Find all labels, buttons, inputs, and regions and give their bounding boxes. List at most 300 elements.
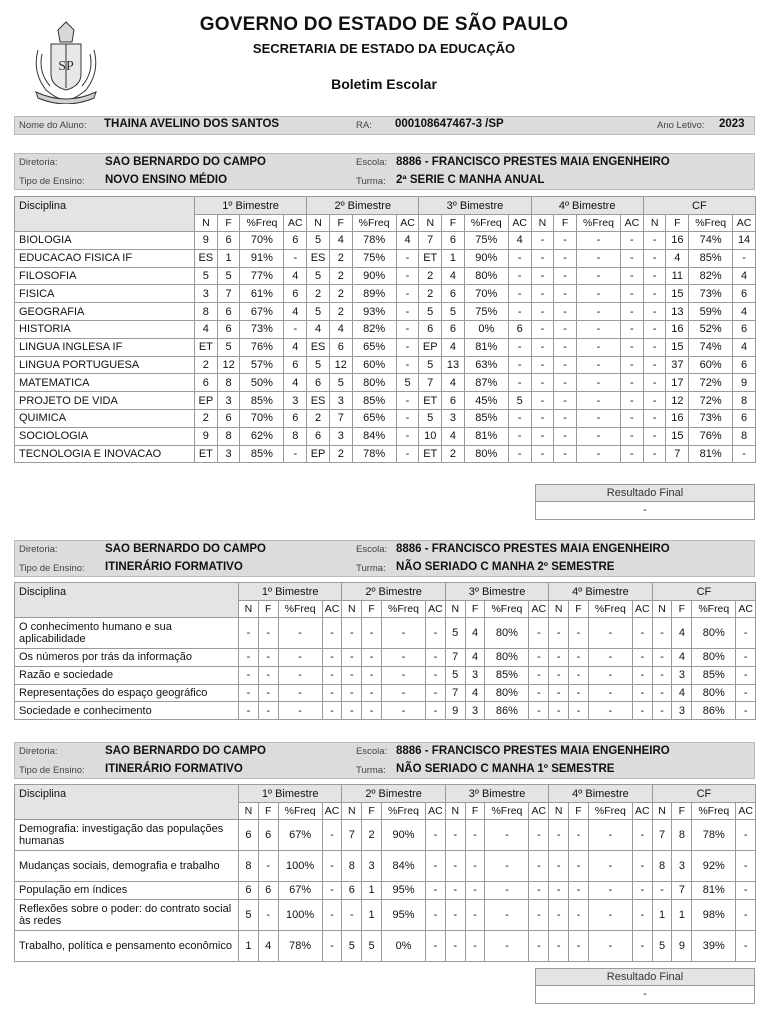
grade-cell: 2 — [419, 285, 442, 303]
grade-cell: - — [621, 232, 644, 250]
discipline-name: EDUCACAO FISICA IF — [15, 249, 195, 267]
grade-cell: - — [554, 409, 577, 427]
grade-cell: - — [485, 820, 529, 851]
grade-cell: 6 — [442, 392, 465, 410]
grade-cell: ES — [307, 392, 330, 410]
grade-cell: 5 — [445, 666, 465, 684]
grade-cell: - — [529, 851, 549, 882]
grade-cell: - — [239, 702, 259, 720]
grade-cell: - — [632, 882, 652, 900]
grade-cell: 3 — [195, 285, 218, 303]
grade-cell: - — [426, 684, 446, 702]
final-result-box — [535, 484, 755, 520]
grade-cell: 82% — [352, 320, 396, 338]
grade-cell: 100% — [278, 851, 322, 882]
grade-cell: 7 — [342, 820, 362, 851]
grade-cell: - — [569, 618, 589, 649]
grade-cell: - — [621, 427, 644, 445]
subcolumn-header: %Freq — [464, 215, 508, 232]
grade-cell: - — [508, 338, 531, 356]
page-header — [0, 0, 768, 112]
grade-cell: - — [736, 666, 756, 684]
turma-value: NÃO SERIADO C MANHA 1º SEMESTRE — [396, 763, 615, 775]
grade-cell: 61% — [240, 285, 284, 303]
grade-cell: - — [396, 445, 419, 463]
grade-cell: - — [643, 445, 666, 463]
grade-cell: 72% — [689, 392, 733, 410]
subcolumn-header: AC — [632, 601, 652, 618]
grade-cell: 4 — [284, 303, 307, 321]
grade-cell: - — [342, 899, 362, 930]
grade-cell: - — [577, 374, 621, 392]
subcolumn-header: N — [419, 215, 442, 232]
grade-cell: - — [652, 649, 672, 667]
grade-cell: - — [529, 618, 549, 649]
subcolumn-header: N — [445, 601, 465, 618]
grade-cell: - — [643, 409, 666, 427]
subcolumn-header: %Freq — [382, 601, 426, 618]
subcolumn-header: F — [442, 215, 465, 232]
grade-cell: 5 — [307, 267, 330, 285]
grade-cell: - — [569, 930, 589, 961]
grade-cell: 80% — [692, 684, 736, 702]
subcolumn-header: AC — [508, 215, 531, 232]
grade-cell: EP — [307, 445, 330, 463]
grade-cell: - — [569, 882, 589, 900]
grade-cell: - — [621, 285, 644, 303]
grade-cell: 85% — [240, 392, 284, 410]
grade-cell: - — [569, 851, 589, 882]
grade-cell: 81% — [464, 427, 508, 445]
grade-cell: 73% — [689, 285, 733, 303]
grade-cell: 74% — [689, 232, 733, 250]
grade-cell: - — [621, 249, 644, 267]
grade-cell: 3 — [284, 392, 307, 410]
grade-cell: 65% — [352, 409, 396, 427]
grade-cell: 6 — [733, 356, 756, 374]
grade-cell: - — [508, 249, 531, 267]
grade-cell: - — [396, 409, 419, 427]
grade-cell: - — [529, 820, 549, 851]
grade-cell: - — [258, 666, 278, 684]
grade-cell: 5 — [652, 930, 672, 961]
grade-cell: - — [652, 684, 672, 702]
grade-cell: - — [554, 445, 577, 463]
grade-cell: - — [577, 427, 621, 445]
grade-cell: 7 — [445, 649, 465, 667]
grade-cell: 82% — [689, 267, 733, 285]
grade-cell: - — [322, 684, 342, 702]
grade-cell: - — [322, 702, 342, 720]
grade-cell: 5 — [307, 232, 330, 250]
grade-cell: - — [342, 666, 362, 684]
grade-cell: - — [531, 267, 554, 285]
escola-value: 8886 - FRANCISCO PRESTES MAIA ENGENHEIRO — [396, 156, 670, 168]
grade-cell: - — [621, 374, 644, 392]
grade-cell: - — [465, 851, 485, 882]
subcolumn-header: AC — [529, 601, 549, 618]
subcolumn-header: %Freq — [485, 803, 529, 820]
grade-cell: - — [577, 285, 621, 303]
discipline-name: PROJETO DE VIDA — [15, 392, 195, 410]
discipline-name: O conhecimento humano e sua aplicabilidade — [15, 618, 239, 649]
tipo-ensino-value: NOVO ENSINO MÉDIO — [105, 174, 228, 186]
grade-cell: 80% — [692, 618, 736, 649]
grade-cell: 9 — [733, 374, 756, 392]
grade-cell: 8 — [195, 303, 218, 321]
grade-cell: - — [426, 702, 446, 720]
grade-cell: 65% — [352, 338, 396, 356]
grade-cell: 6 — [442, 320, 465, 338]
grade-cell: - — [278, 666, 322, 684]
grade-cell: - — [258, 684, 278, 702]
grade-cell: - — [258, 649, 278, 667]
grade-cell: 62% — [240, 427, 284, 445]
grade-cell: 16 — [666, 232, 689, 250]
table-row — [15, 338, 756, 356]
grade-cell: - — [588, 899, 632, 930]
grade-cell: 11 — [666, 267, 689, 285]
grade-cell: 6 — [239, 820, 259, 851]
grade-cell: - — [278, 618, 322, 649]
grade-cell: - — [569, 899, 589, 930]
discipline-name: Sociedade e conhecimento — [15, 702, 239, 720]
grade-cell: - — [577, 445, 621, 463]
period-header: 2º Bimestre — [307, 197, 419, 215]
grade-cell: 2 — [329, 303, 352, 321]
grade-cell: 3 — [672, 666, 692, 684]
grade-cell: - — [531, 232, 554, 250]
turma-label: Turma: — [356, 765, 386, 776]
grade-cell: ES — [307, 338, 330, 356]
grade-cell: - — [632, 666, 652, 684]
grade-cell: 85% — [692, 666, 736, 684]
subcolumn-header: N — [643, 215, 666, 232]
grade-cell: 78% — [352, 445, 396, 463]
grade-cell: - — [342, 684, 362, 702]
subcolumn-header: F — [258, 803, 278, 820]
grade-cell: 6 — [217, 320, 240, 338]
grade-cell: - — [426, 930, 446, 961]
grade-cell: 95% — [382, 882, 426, 900]
subcolumn-header: %Freq — [588, 601, 632, 618]
grade-cell: 4 — [284, 374, 307, 392]
grade-cell: 9 — [195, 232, 218, 250]
grade-cell: - — [239, 618, 259, 649]
grade-cell: 73% — [240, 320, 284, 338]
grade-cell: 6 — [195, 374, 218, 392]
grade-cell: 1 — [672, 899, 692, 930]
grade-cell: - — [278, 684, 322, 702]
subcolumn-header: %Freq — [577, 215, 621, 232]
svg-text:SP: SP — [58, 59, 74, 74]
subcolumn-header: N — [195, 215, 218, 232]
grade-cell: - — [258, 851, 278, 882]
grade-cell: - — [569, 702, 589, 720]
grade-cell: 5 — [239, 899, 259, 930]
period-header: 4º Bimestre — [549, 583, 652, 601]
grade-cell: - — [445, 882, 465, 900]
grade-cell: - — [621, 303, 644, 321]
subcolumn-header: F — [465, 601, 485, 618]
grade-cell: - — [322, 851, 342, 882]
grade-cell: - — [733, 445, 756, 463]
grade-cell: 2 — [195, 356, 218, 374]
school-year-value: 2023 — [719, 118, 745, 130]
grade-cell: 81% — [689, 445, 733, 463]
grade-cell: 17 — [666, 374, 689, 392]
grade-cell: 4 — [442, 338, 465, 356]
grade-cell: - — [588, 618, 632, 649]
grade-cell: - — [632, 702, 652, 720]
grade-cell: - — [445, 899, 465, 930]
grade-cell: 8 — [284, 427, 307, 445]
grade-cell: 8 — [239, 851, 259, 882]
table-row — [15, 882, 756, 900]
grade-cell: - — [621, 356, 644, 374]
grade-cell: - — [396, 320, 419, 338]
grade-cell: - — [362, 618, 382, 649]
grade-cell: - — [445, 851, 465, 882]
discipline-name: BIOLOGIA — [15, 232, 195, 250]
grade-cell: 80% — [485, 649, 529, 667]
grade-cell: - — [643, 374, 666, 392]
grade-cell: ES — [195, 249, 218, 267]
subcolumn-header: F — [569, 803, 589, 820]
grade-cell: 84% — [352, 427, 396, 445]
grade-cell: 78% — [278, 930, 322, 961]
discipline-name: Trabalho, política e pensamento econômico — [15, 930, 239, 961]
table-row — [15, 618, 756, 649]
grade-cell: - — [284, 445, 307, 463]
grade-cell: - — [531, 320, 554, 338]
grade-cell: - — [531, 356, 554, 374]
grade-cell: - — [577, 249, 621, 267]
grade-cell: ES — [307, 249, 330, 267]
grade-cell: - — [396, 427, 419, 445]
subcolumn-header: N — [239, 601, 259, 618]
grade-cell: - — [588, 820, 632, 851]
grade-cell: 90% — [464, 249, 508, 267]
ra-value: 000108647467-3 /SP — [395, 118, 504, 130]
grade-cell: 6 — [442, 285, 465, 303]
subcolumn-header: %Freq — [352, 215, 396, 232]
subcolumn-header: N — [549, 601, 569, 618]
grade-cell: - — [736, 702, 756, 720]
grade-cell: 4 — [396, 232, 419, 250]
grade-cell: - — [508, 427, 531, 445]
grade-cell: - — [569, 649, 589, 667]
grade-cell: - — [485, 899, 529, 930]
grade-cell: - — [529, 930, 549, 961]
table-row — [15, 232, 756, 250]
subcolumn-header: F — [362, 601, 382, 618]
grade-cell: 75% — [464, 303, 508, 321]
grade-cell: - — [426, 899, 446, 930]
grade-cell: 80% — [464, 445, 508, 463]
grade-cell: 6 — [258, 820, 278, 851]
subcolumn-header: F — [672, 803, 692, 820]
grade-cell: 45% — [464, 392, 508, 410]
grade-cell: - — [736, 820, 756, 851]
grade-cell: 4 — [733, 338, 756, 356]
grade-cell: - — [652, 702, 672, 720]
grade-cell: 73% — [689, 409, 733, 427]
subcolumn-header: F — [329, 215, 352, 232]
grade-cell: 4 — [329, 320, 352, 338]
grade-cell: 6 — [733, 409, 756, 427]
subcolumn-header: AC — [632, 803, 652, 820]
grade-cell: 2 — [307, 285, 330, 303]
grade-cell: - — [485, 882, 529, 900]
grade-cell: 57% — [240, 356, 284, 374]
grade-cell: - — [465, 899, 485, 930]
grade-cell: 76% — [240, 338, 284, 356]
table-row — [15, 267, 756, 285]
grade-cell: 5 — [307, 356, 330, 374]
subcolumn-header: %Freq — [588, 803, 632, 820]
grade-cell: - — [531, 374, 554, 392]
grade-cell: 6 — [217, 232, 240, 250]
grade-cell: 4 — [442, 427, 465, 445]
table-row — [15, 851, 756, 882]
secretariat-title: SECRETARIA DE ESTADO DA EDUCAÇÃO — [252, 41, 516, 56]
grade-cell: 6 — [733, 285, 756, 303]
subcolumn-header: %Freq — [692, 803, 736, 820]
grade-cell: 86% — [692, 702, 736, 720]
grade-cell: - — [508, 409, 531, 427]
class-info-bar — [14, 153, 755, 190]
grade-cell: 4 — [329, 232, 352, 250]
grade-cell: - — [284, 249, 307, 267]
discipline-name: Representações do espaço geográfico — [15, 684, 239, 702]
grade-cell: 4 — [508, 232, 531, 250]
grade-cell: - — [554, 320, 577, 338]
discipline-name: QUIMICA — [15, 409, 195, 427]
subcolumn-header: %Freq — [278, 601, 322, 618]
grade-cell: - — [652, 666, 672, 684]
subcolumn-header: AC — [736, 601, 756, 618]
grade-cell: - — [258, 618, 278, 649]
grade-cell: 1 — [217, 249, 240, 267]
period-header: CF — [652, 583, 755, 601]
period-header: 1º Bimestre — [239, 785, 342, 803]
grade-cell: - — [549, 618, 569, 649]
grade-cell: 4 — [442, 374, 465, 392]
subcolumn-header: AC — [426, 601, 446, 618]
subcolumn-header: F — [217, 215, 240, 232]
grade-cell: 70% — [240, 409, 284, 427]
grade-cell: - — [643, 356, 666, 374]
tipo-ensino-value: ITINERÁRIO FORMATIVO — [105, 763, 243, 775]
grade-cell: - — [426, 882, 446, 900]
grade-cell: 7 — [445, 684, 465, 702]
grade-cell: 75% — [352, 249, 396, 267]
grade-cell: 2 — [329, 285, 352, 303]
grade-cell: 4 — [672, 618, 692, 649]
grade-cell: 6 — [307, 427, 330, 445]
grade-cell: 1 — [362, 899, 382, 930]
grade-cell: 4 — [258, 930, 278, 961]
subcolumn-header: F — [362, 803, 382, 820]
table-row — [15, 445, 756, 463]
grade-cell: - — [549, 649, 569, 667]
grade-cell: 15 — [666, 427, 689, 445]
tipo-ensino-label: Tipo de Ensino: — [19, 563, 85, 574]
grade-cell: 5 — [329, 374, 352, 392]
subcolumn-header: N — [652, 803, 672, 820]
grade-cell: - — [621, 445, 644, 463]
grade-cell: - — [531, 409, 554, 427]
grade-cell: - — [362, 684, 382, 702]
grade-cell: - — [529, 899, 549, 930]
grades-table — [14, 784, 756, 962]
grade-cell: - — [549, 882, 569, 900]
grade-cell: 7 — [666, 445, 689, 463]
grade-cell: 12 — [329, 356, 352, 374]
grade-cell: 6 — [419, 320, 442, 338]
grade-cell: - — [554, 267, 577, 285]
grade-cell: 6 — [733, 320, 756, 338]
grade-cell: - — [508, 267, 531, 285]
grade-cell: - — [643, 232, 666, 250]
discipline-name: HISTORIA — [15, 320, 195, 338]
class-info-bar — [14, 742, 755, 779]
grade-cell: 4 — [666, 249, 689, 267]
table-row — [15, 649, 756, 667]
grade-cell: 6 — [442, 232, 465, 250]
grade-cell: - — [736, 851, 756, 882]
grade-cell: 39% — [692, 930, 736, 961]
grade-cell: - — [643, 338, 666, 356]
subcolumn-header: F — [258, 601, 278, 618]
table-row — [15, 303, 756, 321]
grade-cell: 85% — [240, 445, 284, 463]
grade-cell: - — [632, 851, 652, 882]
table-row — [15, 702, 756, 720]
table-row — [15, 409, 756, 427]
grade-cell: - — [549, 684, 569, 702]
grade-cell: 4 — [195, 320, 218, 338]
grade-cell: 6 — [217, 303, 240, 321]
grade-cell: - — [445, 930, 465, 961]
grade-cell: 9 — [672, 930, 692, 961]
grade-cell: 4 — [733, 267, 756, 285]
grade-cell: 5 — [419, 303, 442, 321]
grade-cell: - — [465, 930, 485, 961]
grade-cell: 2 — [442, 445, 465, 463]
grade-cell: - — [426, 820, 446, 851]
grade-cell: 7 — [217, 285, 240, 303]
grade-cell: 1 — [239, 930, 259, 961]
grade-cell: EP — [419, 338, 442, 356]
grade-cell: - — [643, 303, 666, 321]
table-row — [15, 356, 756, 374]
grade-cell: 90% — [352, 267, 396, 285]
discipline-name: LINGUA INGLESA IF — [15, 338, 195, 356]
discipline-header: Disciplina — [15, 197, 195, 232]
grade-cell: - — [577, 232, 621, 250]
subcolumn-header: N — [652, 601, 672, 618]
grade-cell: - — [529, 649, 549, 667]
grade-cell: 6 — [284, 409, 307, 427]
grade-cell: 3 — [442, 409, 465, 427]
grade-cell: EP — [195, 392, 218, 410]
grade-cell: - — [736, 649, 756, 667]
grade-cell: 7 — [652, 820, 672, 851]
grade-cell: - — [465, 882, 485, 900]
escola-value: 8886 - FRANCISCO PRESTES MAIA ENGENHEIRO — [396, 745, 670, 757]
